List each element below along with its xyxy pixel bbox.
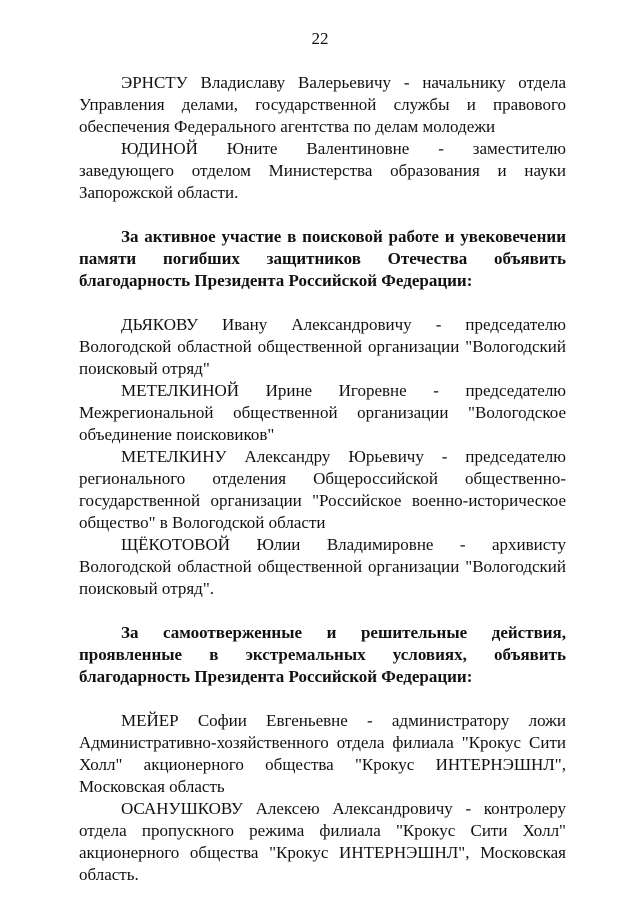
- heading-spacer: [79, 292, 566, 314]
- heading-spacer: [79, 688, 566, 710]
- section-spacer: [79, 600, 566, 622]
- section-heading: За активное участие в поисковой работе и увековечении памяти погибших защитников Отечества объявить благодарность Президента Российской Федерации:: [79, 227, 566, 290]
- award-entry: ЩЁКОТОВОЙ Юлии Владимировне - архивисту Вологодской областной общественной организации "Вологодский поисковый отряд".: [79, 535, 566, 598]
- award-entry: ЭРНСТУ Владиславу Валерьевичу - начальнику отдела Управления делами, государственной службы и правового обеспечения Федерального агентства по делам молодежи: [79, 73, 566, 136]
- section-spacer: [79, 204, 566, 226]
- award-entry: ОСАНУШКОВУ Алексею Александровичу - контролеру отдела пропускного режима филиала "Крокус Сити Холл" акционерного общества "Крокус ИНТЕРНЭШНЛ", Московская область.: [79, 799, 566, 884]
- award-entry: МЕЙЕР Софии Евгеньевне - администратору ложи Административно-хозяйственного отдела филиала "Крокус Сити Холл" акционерного общества "Крокус ИНТЕРНЭШНЛ", Московская область: [79, 711, 566, 796]
- award-entry: ДЬЯКОВУ Ивану Александровичу - председателю Вологодской областной общественной организации "Вологодский поисковый отряд": [79, 315, 566, 378]
- award-entry: МЕТЕЛКИНУ Александру Юрьевичу - председателю регионального отделения Общероссийской общественно-государственной организации "Российское военно-историческое общество" в Вологодской области: [79, 447, 566, 532]
- section-search-work: [79, 226, 566, 600]
- section-heading: За самоотверженные и решительные действия, проявленные в экстремальных условиях, объявить благодарность Президента Российской Федерации:: [79, 623, 566, 686]
- section-intro: [79, 72, 566, 204]
- page-number: 22: [311, 29, 329, 48]
- award-entry: ЮДИНОЙ Юните Валентиновне - заместителю заведующего отделом Министерства образования и науки Запорожской области.: [79, 139, 566, 202]
- section-extreme-conditions: [79, 622, 566, 886]
- document-body: [79, 72, 566, 886]
- award-entry: МЕТЕЛКИНОЙ Ирине Игоревне - председателю Межрегиональной общественной организации "Вологодское объединение поисковиков": [79, 381, 566, 444]
